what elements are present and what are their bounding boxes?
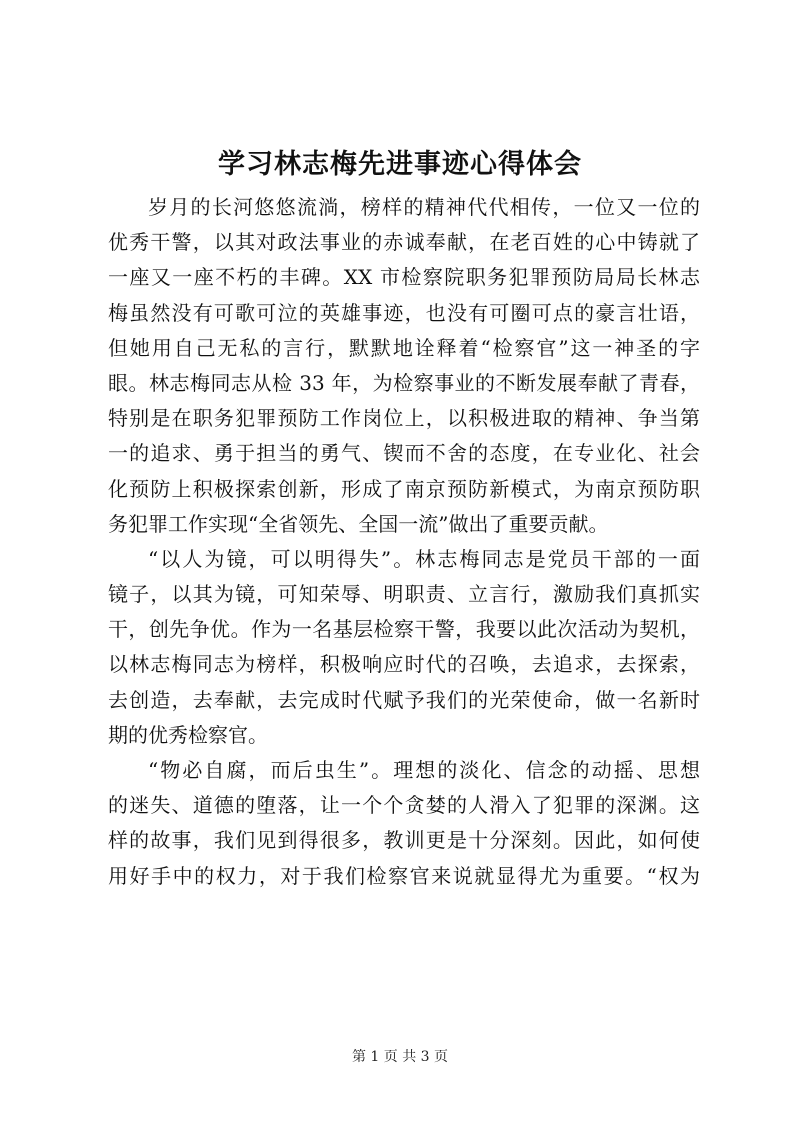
document-title: 学习林志梅先进事迹心得体会 xyxy=(218,149,582,180)
paragraph xyxy=(108,542,700,753)
text-line: 但她用自己无私的言行，默默地诠释着“检察官”这一神圣的字 xyxy=(108,335,700,360)
text-line: 样的故事，我们见到得很多，教训更是十分深刻。因此，如何使 xyxy=(108,828,700,853)
text-line: 岁月的长河悠悠流淌，榜样的精神代代相传，一位又一位的 xyxy=(148,195,700,219)
paragraph xyxy=(108,190,700,542)
text-line: 眼。林志梅同志从检 33 年，为检察事业的不断发展奉献了青春， xyxy=(108,370,700,395)
text-line: 镜子，以其为镜，可知荣辱、明职责、立言行，激励我们真抓实 xyxy=(108,582,700,607)
text-line: 优秀干警，以其对政法事业的赤诚奉献，在老百姓的心中铸就了 xyxy=(108,230,700,255)
text-line: 一座又一座不朽的丰碑。XX 市检察院职务犯罪预防局局长林志 xyxy=(108,265,700,290)
text-line: 的迷失、道德的堕落，让一个个贪婪的人滑入了犯罪的深渊。这 xyxy=(108,793,700,818)
text-line: 一的追求、勇于担当的勇气、锲而不舍的态度，在专业化、社会 xyxy=(108,441,700,466)
text-line: 梅虽然没有可歌可泣的英雄事迹，也没有可圈可点的豪言壮语， xyxy=(108,300,700,325)
text-line: 干，创先争优。作为一名基层检察干警，我要以此次活动为契机， xyxy=(108,617,700,642)
text-line: “物必自腐，而后虫生”。理想的淡化、信念的动摇、思想 xyxy=(148,758,700,782)
text-line: 特别是在职务犯罪预防工作岗位上，以积极进取的精神、争当第 xyxy=(108,406,700,431)
text-line: 期的优秀检察官。 xyxy=(108,722,268,747)
document-body xyxy=(108,190,700,894)
text-line: “以人为镜，可以明得失”。林志梅同志是党员干部的一面 xyxy=(148,546,700,571)
text-line: 用好手中的权力，对于我们检察官来说就显得尤为重要。“权为 xyxy=(108,863,700,888)
page-footer: 第 1 页 共 3 页 xyxy=(351,1049,449,1065)
text-line: 以林志梅同志为榜样，积极响应时代的召唤，去追求，去探索， xyxy=(108,652,700,677)
text-line: 去创造，去奉献，去完成时代赋予我们的光荣使命，做一名新时 xyxy=(108,687,700,712)
text-line: 化预防上积极探索创新，形成了南京预防新模式，为南京预防职 xyxy=(108,476,700,501)
text-line: 务犯罪工作实现“全省领先、全国一流”做出了重要贡献。 xyxy=(108,511,609,536)
paragraph xyxy=(108,753,700,894)
